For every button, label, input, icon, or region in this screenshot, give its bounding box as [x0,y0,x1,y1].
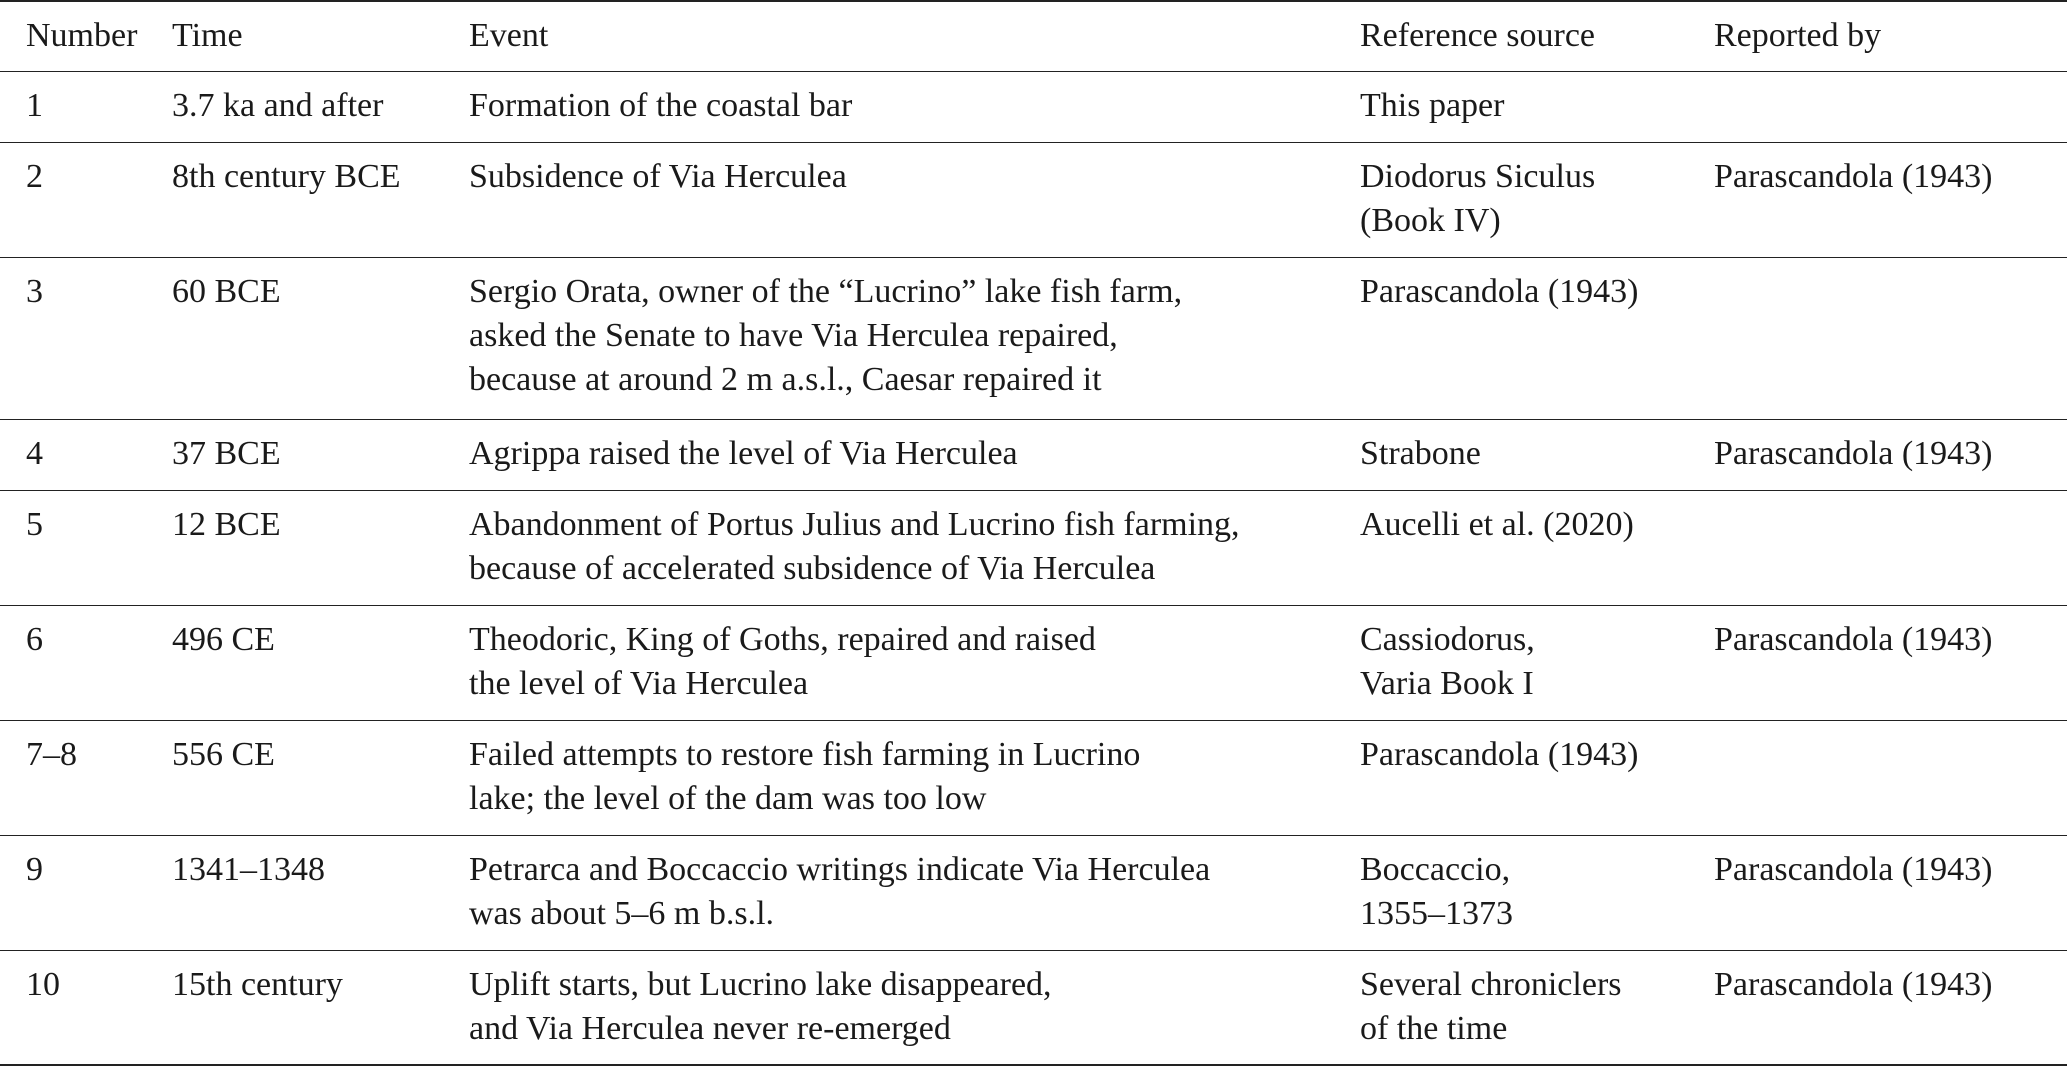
cell-reported-by: Parascandola (1943) [1714,965,1993,1003]
cell-reported-by [1714,71,2067,142]
cell-event: Subsidence of Via Herculea [469,157,847,195]
cell-time: 12 BCE [172,505,281,543]
header-time: Time [172,17,243,54]
header-event: Event [469,17,549,54]
cell-reported-by: Parascandola (1943) [1714,620,1993,658]
cell-event: Theodoric, King of Goths, repaired and raised the level of Via Herculea [469,620,1096,702]
cell-number: 1 [26,86,43,124]
header-row [0,1,2067,71]
cell-number: 9 [26,850,43,888]
cell-event: Agrippa raised the level of Via Herculea [469,434,1018,472]
cell-source: Cassiodorus, Varia Book I [1360,620,1535,702]
cell-reported-by [1714,720,2067,835]
cell-source: Several chroniclers of the time [1360,965,1622,1047]
cell-source: Strabone [1360,434,1481,472]
table-row [0,142,2067,257]
header-number: Number [26,17,138,54]
cell-event: Uplift starts, but Lucrino lake disappeared, and Via Herculea never re-emerged [469,965,1052,1047]
cell-time: 37 BCE [172,434,281,472]
table-row [0,419,2067,490]
header-reported-by: Reported by [1714,17,1882,54]
cell-number: 10 [26,965,60,1003]
table-row [0,71,2067,142]
cell-source: Parascandola (1943) [1360,735,1639,773]
cell-event: Petrarca and Boccaccio writings indicate Via Herculea was about 5–6 m b.s.l. [469,850,1211,932]
cell-reported-by [1714,257,2067,419]
table-row [0,605,2067,720]
table-row [0,257,2067,419]
cell-reported-by: Parascandola (1943) [1714,434,1993,472]
table-row [0,720,2067,835]
cell-time: 496 CE [172,620,275,658]
cell-event: Failed attempts to restore fish farming in Lucrino lake; the level of the dam was too low [469,735,1141,817]
cell-source: Aucelli et al. (2020) [1360,505,1634,543]
cell-number: 4 [26,434,43,472]
table-row [0,950,2067,1065]
cell-time: 1341–1348 [172,850,325,888]
cell-reported-by: Parascandola (1943) [1714,157,1993,195]
cell-time: 3.7 ka and after [172,86,384,124]
cell-source: Parascandola (1943) [1360,272,1639,310]
table-row [0,835,2067,950]
cell-time: 556 CE [172,735,275,773]
cell-number: 7–8 [26,735,77,773]
cell-time: 8th century BCE [172,157,401,195]
cell-time: 15th century [172,965,343,1003]
cell-source: This paper [1360,86,1505,124]
cell-number: 6 [26,620,43,658]
cell-event: Abandonment of Portus Julius and Lucrino fish farming, because of accelerated subsidence of Via Herculea [469,505,1240,587]
cell-number: 5 [26,505,43,543]
table-row [0,490,2067,605]
cell-event: Formation of the coastal bar [469,86,853,124]
cell-number: 2 [26,157,43,195]
cell-event: Sergio Orata, owner of the “Lucrino” lake fish farm, asked the Senate to have Via Herculea repaired, because at around 2 m a.s.l., Caesar repaired it [469,272,1183,398]
cell-time: 60 BCE [172,272,281,310]
cell-source: Diodorus Siculus (Book IV) [1360,157,1596,239]
cell-reported-by: Parascandola (1943) [1714,850,1993,888]
cell-source: Boccaccio, 1355–1373 [1360,850,1513,932]
cell-number: 3 [26,272,43,310]
header-reference-source: Reference source [1360,17,1596,54]
cell-reported-by [1714,490,2067,605]
